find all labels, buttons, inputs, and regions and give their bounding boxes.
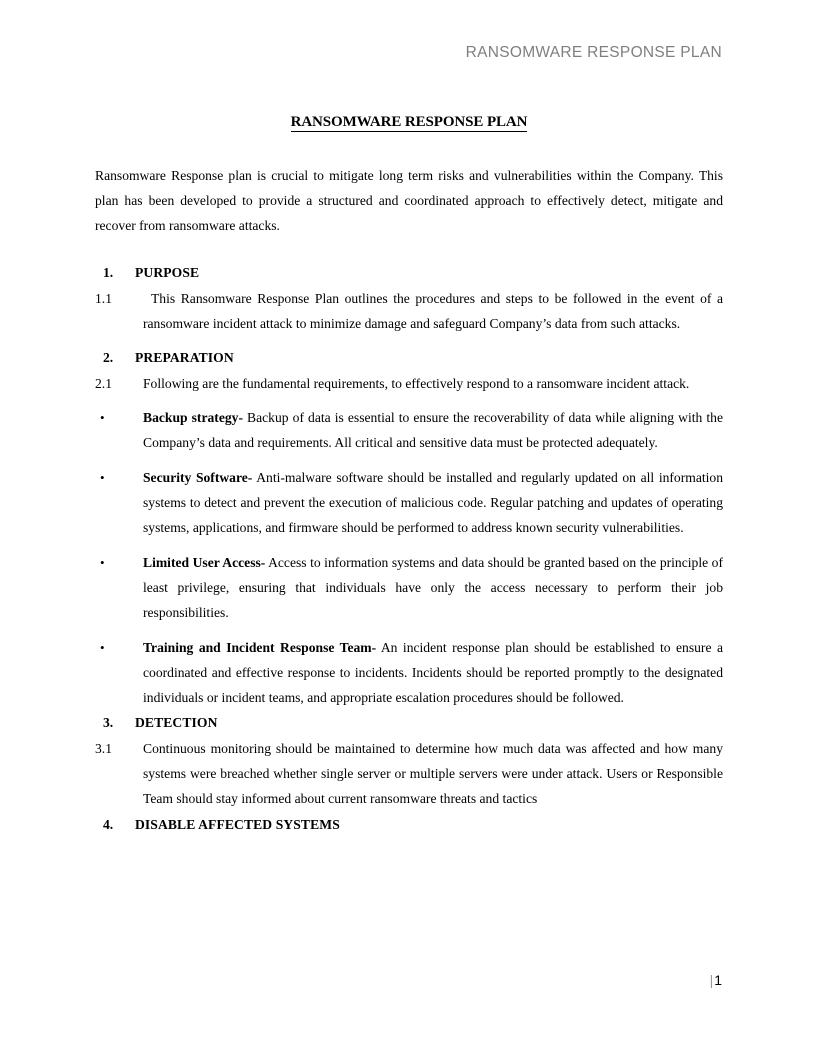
document-title-text: RANSOMWARE RESPONSE PLAN (290, 114, 528, 130)
list-item-body (143, 465, 723, 540)
section-heading-detection (95, 710, 723, 735)
clause-number: 1.1 (95, 291, 112, 306)
clause-text: This Ransomware Response Plan outlines the procedures and steps to be followed in the event of a ransomware incident attack to minimize damage and safeguard Company’s data from such attacks. (143, 291, 723, 331)
clause-1-1 (95, 286, 723, 336)
section-title: PREPARATION (135, 350, 234, 365)
document-title (95, 112, 723, 133)
section-heading-purpose (95, 260, 723, 285)
list-item-text: Backup of data is essential to ensure the recoverability of data while aligning with the Company’s data and requirements. All critical and sensitive data must be protected adequately. (143, 410, 723, 450)
list-item (95, 405, 723, 455)
section-title: PURPOSE (135, 265, 200, 280)
list-item (95, 550, 723, 625)
footer-page-number: 1 (714, 972, 722, 988)
clause-number: 3.1 (95, 741, 112, 756)
page-footer (95, 972, 722, 988)
section-title: DISABLE AFFECTED SYSTEMS (135, 817, 340, 832)
clause-3-1 (95, 736, 723, 811)
list-item-text: An incident response plan should be established to ensure a coordinated and effective response to incidents. Incidents should be reported promptly to the designated individuals or incident teams, and appropriate escalation procedures should be followed. (143, 640, 723, 705)
list-item-body (143, 405, 723, 455)
running-header (95, 44, 722, 62)
section-heading-disable-affected-systems (95, 812, 723, 837)
clause-text: Continuous monitoring should be maintained to determine how much data was affected and how many systems were breached whether single server or multiple servers were under attack. Users or Responsible Team should stay informed about current ransomware threats and tactics (143, 741, 723, 806)
clause-number: 2.1 (95, 376, 112, 391)
list-item-term: Limited User Access- (143, 555, 266, 570)
clause-2-1 (95, 371, 723, 396)
bullet-icon: • (100, 640, 105, 655)
list-item-text: Access to information systems and data should be granted based on the principle of least privilege, ensuring that individuals have only the access necessary to perform their job responsibilities. (143, 555, 723, 620)
section-number: 4. (103, 817, 114, 832)
section-number: 1. (103, 265, 114, 280)
list-item (95, 465, 723, 540)
list-item (95, 635, 723, 710)
bullet-icon: • (100, 470, 105, 485)
intro-paragraph: Ransomware Response plan is crucial to mitigate long term risks and vulnerabilities within the Company. This plan has been developed to provide a structured and coordinated approach to effectively detect, mitigate and recover from ransomware attacks. (95, 168, 723, 233)
bullet-icon: • (100, 555, 105, 570)
document-body (95, 112, 723, 838)
section-title: DETECTION (135, 715, 218, 730)
list-item-term: Security Software- (143, 470, 253, 485)
bullet-icon: • (100, 410, 105, 425)
section-heading-preparation (95, 345, 723, 370)
section-number: 2. (103, 350, 114, 365)
list-item-body (143, 550, 723, 625)
list-item-term: Backup strategy- (143, 410, 243, 425)
list-item-term: Training and Incident Response Team- (143, 640, 377, 655)
running-header-text: RANSOMWARE RESPONSE PLAN (465, 44, 722, 61)
section-number: 3. (103, 715, 114, 730)
list-item-body (143, 635, 723, 710)
list-item-text: Anti-malware software should be installed and regularly updated on all information systems to detect and prevent the execution of malicious code. Regular patching and updates of operating systems, applications, and firmware should be performed to address known security vulnerabilities. (143, 470, 723, 535)
footer-separator: | (709, 972, 714, 988)
clause-text: Following are the fundamental requirements, to effectively respond to a ransomware incident attack. (143, 376, 690, 391)
